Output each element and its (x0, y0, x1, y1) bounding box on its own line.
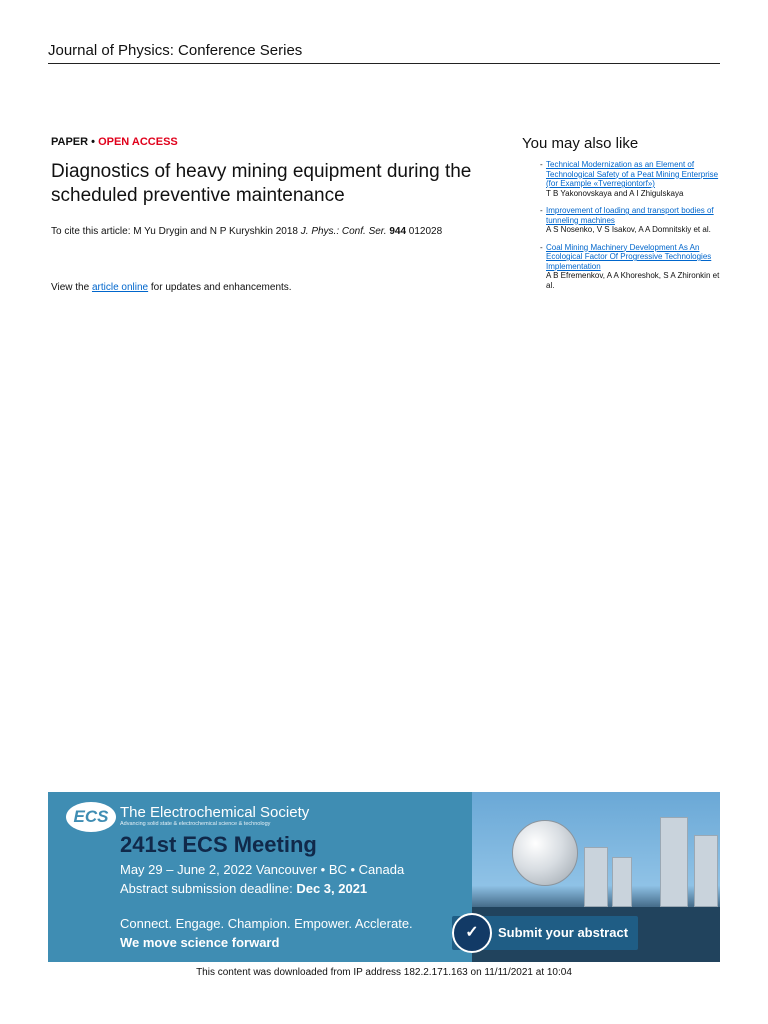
check-circle-icon: ✓ (452, 913, 492, 953)
ecs-logo: ECS (66, 802, 116, 832)
journal-header (48, 42, 720, 64)
building (694, 835, 718, 907)
meeting-deadline (120, 881, 367, 896)
building (584, 847, 608, 907)
org-tagline: Advancing solid state & electrochemical science & technology (120, 821, 271, 827)
org-name: The Electrochemical Society (120, 804, 310, 821)
cite-journal: J. Phys.: Conf. Ser. (300, 226, 387, 237)
science-world-dome (512, 820, 578, 886)
view-prefix: View the (51, 282, 90, 293)
related-item-link[interactable]: Coal Mining Machinery Development As An Ecological Factor Of Progressive Technologies Implementation (546, 242, 712, 271)
view-suffix: for updates and enhancements. (150, 282, 292, 293)
banner-motto: We move science forward (120, 935, 280, 950)
banner-slogan: Connect. Engage. Champion. Empower. Acclerate. (120, 916, 413, 931)
sidebar-title: You may also like (522, 135, 639, 152)
submit-abstract-button[interactable] (452, 916, 638, 950)
citation-line (51, 226, 442, 237)
tag-separator: • (91, 136, 96, 148)
download-note: This content was downloaded from IP address 182.2.171.163 on 11/11/2021 at 10:04 (196, 967, 572, 978)
view-online-line (51, 282, 292, 293)
cite-prefix: To cite this article: M Yu Drygin and N P Kuryshkin 2018 (51, 226, 298, 237)
related-item-link[interactable]: Improvement of loading and transport bodies of tunneling machines (546, 206, 714, 225)
building (660, 817, 688, 907)
meeting-dates: May 29 – June 2, 2022 Vancouver • BC • Canada (120, 862, 405, 877)
cite-number: 012028 (408, 226, 443, 237)
deadline-label: Abstract submission deadline: (120, 881, 293, 896)
open-access-label: OPEN ACCESS (98, 136, 178, 148)
list-dash: - (540, 242, 543, 252)
list-dash: - (540, 160, 543, 169)
paper-type-label: PAPER (51, 136, 89, 148)
related-item-authors: A B Efremenkov, A A Khoreshok, S A Zhironkin et al. (546, 271, 720, 290)
submit-abstract-label: Submit your abstract (498, 925, 629, 940)
paper-tag (51, 136, 178, 148)
building (612, 857, 632, 907)
related-item-authors: T B Yakonovskaya and A I Zhigulskaya (546, 188, 684, 198)
meeting-title: 241st ECS Meeting (120, 832, 317, 857)
related-item-link[interactable]: Technical Modernization as an Element of Technological Safety of a Peat Mining Enterprise (for Example «Tverregiontorf») (546, 160, 719, 188)
list-dash: - (540, 206, 543, 215)
deadline-date: Dec 3, 2021 (296, 881, 368, 896)
related-articles-sidebar (522, 135, 722, 298)
ecs-meeting-banner[interactable] (48, 792, 720, 962)
related-item (522, 206, 722, 235)
related-item (522, 243, 722, 291)
cite-volume: 944 (389, 226, 407, 237)
article-online-link[interactable]: article online (91, 282, 149, 293)
journal-name: Journal of Physics: Conference Series (48, 42, 303, 59)
related-item (522, 160, 722, 198)
article-title: Diagnostics of heavy mining equipment during the scheduled preventive maintenance (51, 161, 472, 206)
related-item-authors: A S Nosenko, V S Isakov, A A Domnitskiy et al. (546, 225, 711, 234)
